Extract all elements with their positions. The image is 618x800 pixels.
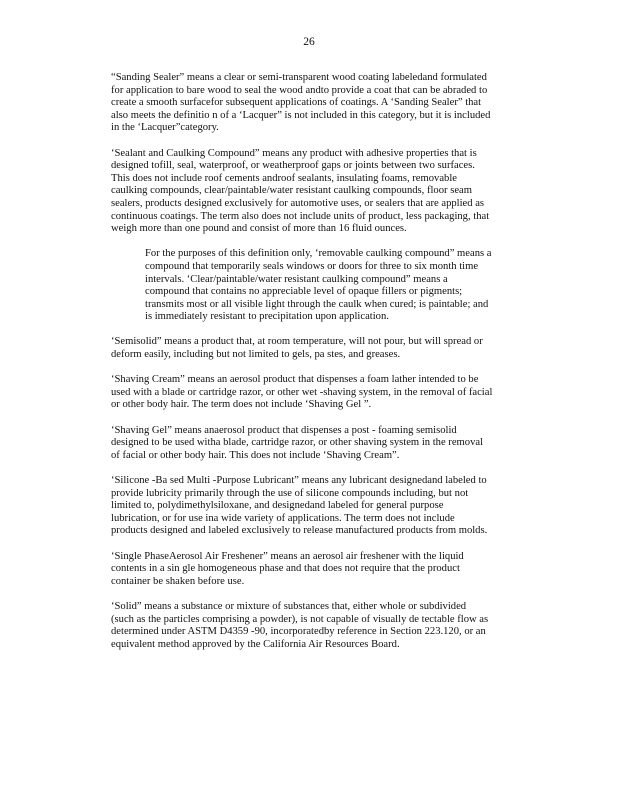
definition-paragraph xyxy=(111,425,536,463)
text-line: This does not include roof cements androof sealants, insulating foams, removable xyxy=(111,172,457,184)
text-line: provide lubricity primarily through the use of silicone compounds including, but not xyxy=(111,487,469,499)
text-line: (such as the particles comprising a powder), is not capable of visually de tectable flow as xyxy=(111,613,489,625)
text-line: For the purposes of this definition only, ‘removable caulking compound” means a xyxy=(145,248,492,260)
text-line: ‘Shaving Gel” means anaerosol product that dispenses a post - foaming semisolid xyxy=(111,424,457,436)
text-line: determined under ASTM D4359 -90, incorporatedby reference in Section 223.120, or an xyxy=(111,626,486,638)
text-line: deform easily, including but not limited to gels, pa stes, and greases. xyxy=(111,349,401,361)
text-line: in the ‘Lacquer”category. xyxy=(111,122,219,134)
text-line: compound that temporarily seals windows or doors for three to six month time xyxy=(145,260,479,272)
page-number: 26 xyxy=(303,36,315,48)
text-line: used with a blade or cartridge razor, or other wet -shaving system, in the removal of facial xyxy=(111,386,493,398)
text-line: of facial or other body hair. This does not include ‘Shaving Cream”. xyxy=(111,449,400,461)
text-line: ‘Semisolid” means a product that, at room temperature, will not pour, but will spread or xyxy=(111,336,483,348)
text-line: limited to, polydimethylsiloxane, and designedand labeled for general purpose xyxy=(111,500,444,512)
text-line: ‘Sealant and Caulking Compound” means any product with adhesive properties that is xyxy=(111,147,477,159)
indented-definition-paragraph xyxy=(145,248,536,324)
text-line: ‘Shaving Cream” means an aerosol product that dispenses a foam lather intended to be xyxy=(111,374,479,386)
text-line: ‘Silicone -Ba sed Multi -Purpose Lubricant” means any lubricant designedand labeled to xyxy=(111,475,487,486)
definition-paragraph xyxy=(111,374,536,412)
text-line: sealers, products designed exclusively for automotive uses, or sealers that are applied as xyxy=(111,197,485,209)
text-line: create a smooth surfacefor subsequent applications of coatings. A ‘Sanding Sealer” that xyxy=(111,97,482,109)
text-line: for application to bare wood to seal the wood andto provide a coat that can be abraded to xyxy=(111,84,488,96)
text-line: intervals. ‘Clear/paintable/water resistant caulking compound” means a xyxy=(145,273,448,285)
text-line: compound that contains no appreciable level of opaque fillers or pigments; xyxy=(145,286,463,298)
text-line: designed tofill, seal, waterproof, or weatherproof gaps or joints between two surfaces. xyxy=(111,160,475,172)
text-line: caulking compounds, clear/paintable/water resistant caulking compounds, floor seam xyxy=(111,185,472,197)
text-line: designed to be used witha blade, cartridge razor, or other shaving system in the removal xyxy=(111,437,484,449)
definition-paragraph xyxy=(111,551,536,589)
definition-paragraph xyxy=(111,475,536,538)
text-line: ‘Single PhaseAerosol Air Freshener” means an aerosol air freshener with the liquid xyxy=(111,550,464,562)
definition-paragraph xyxy=(111,601,536,651)
definition-paragraph xyxy=(111,148,536,236)
text-line: products designed and labeled exclusively to release manufactured products from molds. xyxy=(111,525,488,537)
text-line: contents in a sin gle homogeneous phase and that does not require that the product xyxy=(111,563,460,575)
text-line: lubrication, or for use ina wide variety of applications. The term does not include xyxy=(111,512,455,524)
definition-paragraph xyxy=(111,336,536,361)
definition-paragraph xyxy=(111,72,536,135)
text-line: weigh more than one pound and consist of more than 16 fluid ounces. xyxy=(111,223,407,235)
text-line: ‘Solid” means a substance or mixture of substances that, either whole or subdivided xyxy=(111,600,467,612)
text-line: equivalent method approved by the California Air Resources Board. xyxy=(111,638,400,650)
text-line: or other body hair. The term does not include ‘Shaving Gel ”. xyxy=(111,399,372,411)
text-line: is immediately resistant to precipitation upon application. xyxy=(145,311,389,323)
document-body xyxy=(111,72,536,664)
text-line: “Sanding Sealer” means a clear or semi-transparent wood coating labeledand formulated xyxy=(111,72,487,83)
text-line: continuous coatings. The term also does not include units of product, less packaging, that xyxy=(111,210,490,222)
text-line: container be shaken before use. xyxy=(111,575,245,587)
text-line: transmits most or all visible light through the caulk when cured; is paintable; and xyxy=(145,298,489,310)
text-line: also meets the definitio n of a ‘Lacquer” is not included in this category, but it is included xyxy=(111,109,491,121)
